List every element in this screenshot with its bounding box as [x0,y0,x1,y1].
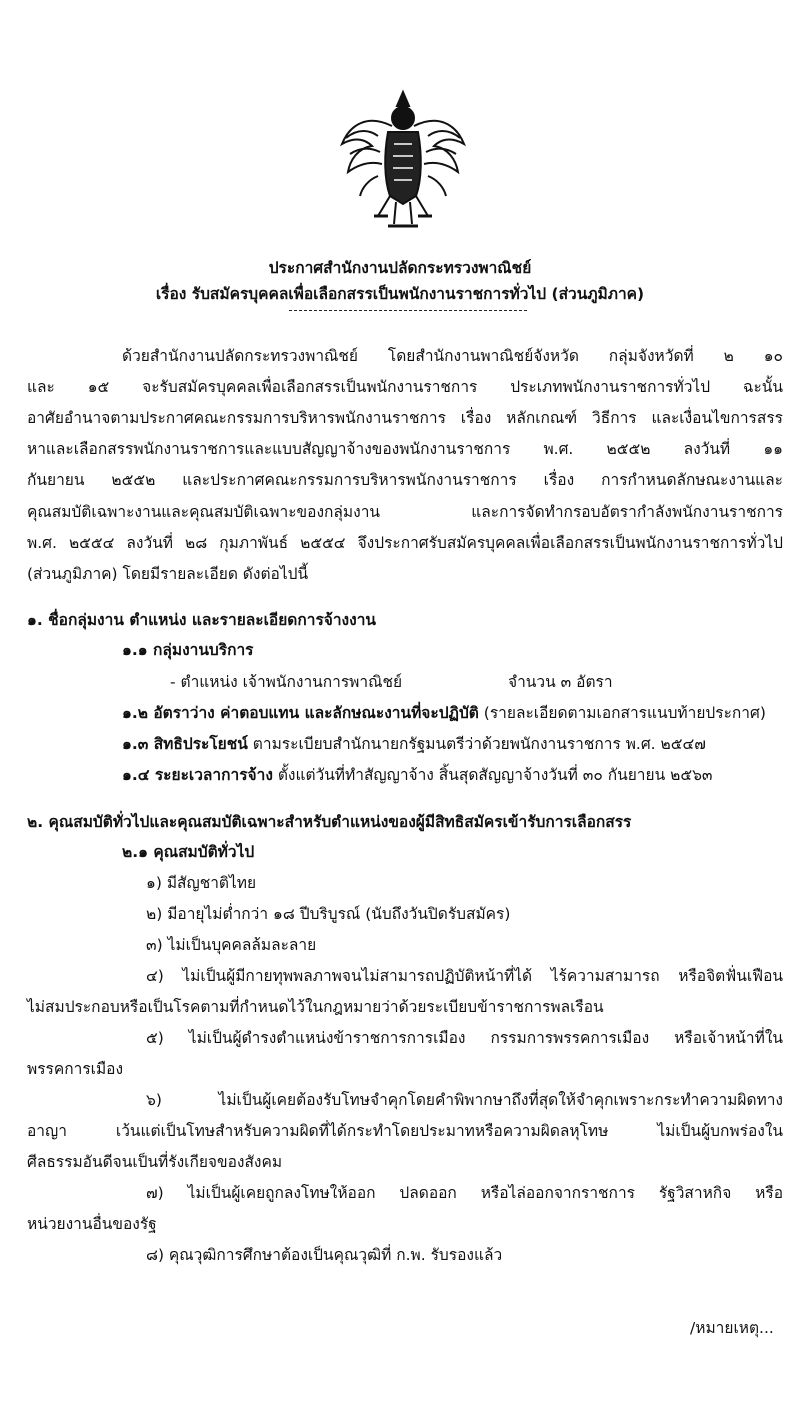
position-name: - ตำแหน่ง เจ้าพนักงานการพาณิชย์ [170,673,403,691]
intro-line: ด้วยสำนักงานปลัดกระทรวงพาณิชย์ โดยสำนักงานพาณิชย์จังหวัด กลุ่มจังหวัดที่ ๒ ๑๐ [122,347,783,365]
subsection-text: ตามระเบียบสำนักนายกรัฐมนตรีว่าด้วยพนักงานราชการ พ.ศ. ๒๕๔๗ [247,735,706,753]
qualification-continuation: ไม่สมประกอบหรือเป็นโรคตามที่กำหนดไว้ในกฎหมายว่าด้วยระเบียบข้าราชการพลเรือน [27,998,604,1016]
subsection-heading: ๑.๓ สิทธิประโยชน์ [122,735,248,753]
subsection-1-3 [122,734,706,754]
section-heading: ๒. คุณสมบัติทั่วไปและคุณสมบัติเฉพาะสำหรับตำแหน่งของผู้มีสิทธิสมัครเข้ารับการเลือกสรร [27,813,632,831]
intro-line: หาและเลือกสรรพนักงานราชการและแบบสัญญาจ้างของพนักงานราชการ พ.ศ. ๒๕๕๒ ลงวันที่ ๑๑ [27,440,783,458]
subsection-heading: ๑.๒ อัตราว่าง ค่าตอบแทน และลักษณะงานที่จะปฏิบัติ [122,704,479,722]
subsection-text: ตั้งแต่วันที่ทำสัญญาจ้าง สิ้นสุดสัญญาจ้างวันที่ ๓๐ กันยายน ๒๕๖๓ [272,766,713,784]
intro-line: และ ๑๕ จะรับสมัครบุคคลเพื่อเลือกสรรเป็นพนักงานราชการ ประเภทพนักงานราชการทั่วไป ฉะนั้น [27,378,783,396]
intro-line: คุณสมบัติเฉพาะงานและคุณสมบัติเฉพาะของกลุ่มงาน และการจัดทำกรอบอัตรากำลังพนักงานราชการ [27,503,783,521]
qualification-continuation: พรรคการเมือง [27,1060,124,1078]
qualification-item: ๑) มีสัญชาติไทย [146,874,257,892]
qualification-item: ๒) มีอายุไม่ต่ำกว่า ๑๘ ปีบริบูรณ์ (นับถึงวันปิดรับสมัคร) [146,905,511,923]
title-divider [289,310,527,311]
qualification-item: ๔) ไม่เป็นผู้มีกายทุพพลภาพจนไม่สามารถปฏิบัติหน้าที่ได้ ไร้ความสามารถ หรือจิตฟั่นเฟือน [146,967,783,985]
qualification-continuation: อาญา เว้นแต่เป็นโทษสำหรับความผิดที่ได้กระทำโดยประมาทหรือความผิดลหุโทษ ไม่เป็นผู้บกพร่องใน [27,1122,783,1140]
qualification-item: ๗) ไม่เป็นผู้เคยถูกลงโทษให้ออก ปลดออก หรือไล่ออกจากราชการ รัฐวิสาหกิจ หรือ [146,1184,783,1202]
subsection-heading: ๑.๔ ระยะเวลาการจ้าง [122,766,273,784]
intro-line: พ.ศ. ๒๕๕๔ ลงวันที่ ๒๘ กุมภาพันธ์ ๒๕๕๔ จึงประกาศรับสมัครบุคคลเพื่อเลือกสรรเป็นพนักงานราชการทั่วไป [27,534,783,552]
announcement-title: ประกาศสำนักงานปลัดกระทรวงพาณิชย์ [268,259,532,277]
position-count: จำนวน ๓ อัตรา [508,673,613,691]
subsection-heading: ๒.๑ คุณสมบัติทั่วไป [122,843,255,861]
qualification-continuation: หน่วยงานอื่นของรัฐ [27,1215,157,1233]
intro-line: อาศัยอำนาจตามประกาศคณะกรรมการบริหารพนักงานราชการ เรื่อง หลักเกณฑ์ วิธีการ และเงื่อนไขการสรร [27,409,783,427]
continued-note: /หมายเหตุ... [690,1319,774,1337]
qualification-item: ๓) ไม่เป็นบุคคลล้มละลาย [146,936,317,954]
intro-line: (ส่วนภูมิภาค) โดยมีรายละเอียด ดังต่อไปนี้ [27,565,309,583]
announcement-subject: เรื่อง รับสมัครบุคคลเพื่อเลือกสรรเป็นพนักงานราชการทั่วไป (ส่วนภูมิภาค) [155,285,645,303]
subsection-1-4 [122,765,713,785]
subsection-text: (รายละเอียดตามเอกสารแนบท้ายประกาศ) [478,704,766,722]
intro-line: กันยายน ๒๕๕๒ และประกาศคณะกรรมการบริหารพนักงานราชการ เรื่อง การกำหนดลักษณะงานและ [27,471,783,489]
section-heading: ๑. ชื่อกลุ่มงาน ตำแหน่ง และรายละเอียดการจ้างงาน [27,611,376,629]
qualification-item: ๕) ไม่เป็นผู้ดำรงตำแหน่งข้าราชการการเมือง กรรมการพรรคการเมือง หรือเจ้าหน้าที่ใน [146,1029,783,1047]
garuda-emblem-icon [338,84,468,234]
subsection-1-2 [122,703,766,723]
qualification-item: ๖) ไม่เป็นผู้เคยต้องรับโทษจำคุกโดยคำพิพากษาถึงที่สุดให้จำคุกเพราะกระทำความผิดทาง [146,1091,783,1109]
qualification-continuation: ศีลธรรมอันดีจนเป็นที่รังเกียจของสังคม [27,1153,283,1171]
qualification-item: ๘) คุณวุฒิการศึกษาต้องเป็นคุณวุฒิที่ ก.พ. รับรองแล้ว [146,1246,503,1264]
subsection-heading: ๑.๑ กลุ่มงานบริการ [122,641,254,659]
